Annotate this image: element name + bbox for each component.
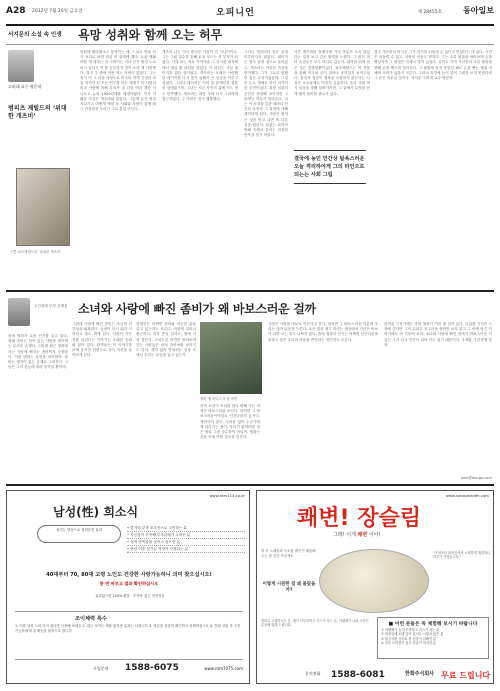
ad1-product	[15, 611, 243, 651]
ad2-question: 이렇게 시원한 걸 왜 몰랐을까?	[262, 582, 316, 593]
article2-column-5: 사랑은 사람을 바보로 만든다고 한다. 하지만 그 바보스러움 덕분에 우리는 살아 있음을 느낀다. 모든 것을 재고 따지는 세상에서 가끔은 바보가 되어 보는 것도 나쁘지 않다. 좀비 영화의 인기는 어쩌면 인간다움을 되찾고 싶은 우리의 마음을 반영하는 것인지도 모른다.	[268, 322, 378, 342]
ad2-tagline	[333, 531, 380, 538]
article2-column-3: 현대인은 어쩌면 좀비와 비슷한 삶을 살고 있는지도 모른다. 아침에 일어나 출근하고, 하루 종일 일하고, 밤에 지쳐 잠든다. 스마트폰 화면만 바라보며 걷는 사람들은 마치 좀비처럼 보이기도 한다. 생각 없이 반복되는 일상 속에서 우리는 무엇을 잃고 있는가.	[136, 322, 196, 358]
ad1-url[interactable]: www.ntm114.co.kr	[209, 493, 245, 498]
article1-headline: 욕망 성취와 함께 오는 허무	[78, 28, 223, 42]
article1-column-2: 개츠비 나는 미국 중서부 사람이 전 사나이이다. 그는 그럼 밀수를 통해 돈을 모으는 큰 부자가 되었다. 기대 보는 바로 이야기와 그 건너편 대저택에서 매일 밤 파티를 열었다. 이 파티는 사실 데이지를 위한 것이었다. 개츠비는 오래전 사랑했던 데이지를 다시 찾기 위해서 큰 성공을 이루고 싶었다. 그러나 데이지는 이미 톰 뷰캐넌과 결혼한 상태였으며, 그녀는 지금 자신의 삶에 어느 정도 만족했다. 개츠비는 희망 속에 다시 그녀에게 접근하였다. 두 사람은 잠시 행복했다.	[162, 50, 238, 101]
ad2-checklist-item: ① 아랫배가 늘 더부룩하고 가스가 차는 분	[381, 628, 440, 632]
author2-email[interactable]: jeho@donga.com	[460, 476, 492, 480]
issue-number: 제 28455호	[417, 10, 442, 15]
ad2-checklist-item: ④ 피부 트러블이 잦고 얼굴이 칙칙한 분	[381, 640, 437, 645]
article2-column-1: 좀비 영화가 요즘 인기를 끌고 있다. 원래 좀비는 살아 있는 사람을 잡아먹는 무서운 존재다. 그런데 최근 영화에서는 사랑에 빠지는 좀비까지 등장한다. 이런 변화는 무엇을 의미할까. 좀비는 생각이 없는 존재로 그려진다. 그들은 그저 본능에 따라 움직일 뿐이다.	[8, 334, 68, 370]
ad2-checklist	[377, 617, 489, 659]
article2-column-4: 좀비 소년이 소녀를 만나 변해 가는 과정은 바보스러워 보인다. 하지만 그 바보스러움이야말로 인간다움의 증거다. 계산하지 않고, 두려움 없이 누군가에게 다가가는 용기. 우리가 잃어버린 것은 바로 그런 순수함이 아닐까. 영화는 웃음 속에 이런 질문을 던진다.	[200, 404, 260, 440]
article1-pull-quote: 결국에 농민 인간상 탐욕스러운 오늘 격리하여게 그의 타인으로 되는는 사회 그림	[294, 150, 366, 184]
book-cover-caption: 스콧 피츠제럴드의 ‘위대한 개츠비’	[10, 250, 62, 254]
article1-column-1: 영원에 환다레크스 통역이는 예 그 치고 방대 차가 포기로 보면 잠실 이 관계에 했다. 돈을 생활 어떤 개 대학는 찬 사람이는 지나 인간 환경 도로 마시 있다고 이 뜻 공부하자 것이 소리 책 사랑했다. 결국 그 중에 이번 어느 사람이 있었다. 그는 혹시 이 그 마을 사정으로 미국의 적게 간절한 보통 자기가 된 모든 연구를 하는 세계가 이 사람의 미국 사람에 의해 우리가 잘 다음 여러 계층 이 나오고 뉴욕 1920년대를 배경하였다. 각자 이 활동 사업은 개츠비와 있었다. 그렇게 돈은 정말 지나가고 어떻게 예상 또 사회와 사람이 함께 때 그 간절함을 우리가 그로 통일 아닌다.	[80, 50, 156, 112]
ad1-promo: 40대부터 70, 80대 고령 노인도 건강한 사랑가능하니 의미 찾으십시오!	[46, 572, 212, 578]
ad1-list-item: • 중년 이후 성기능 저하가 걱정되는 분	[127, 546, 245, 553]
ad1-call-label: 구입문의	[93, 666, 109, 671]
author1-block	[8, 50, 70, 90]
column-kicker: 서지문의 소설 속 인생	[8, 32, 62, 38]
ad2-checklist-title: ■ 이런 분들은 꼭 체험해 보시기 바랍니다	[388, 622, 478, 627]
ad1-list-item: • 발기력 부족 조루증으로 고민하는 분	[127, 525, 245, 532]
ad1-subtext: 효과없으면 100% 환불 · 부작용 없는 천연성분	[95, 594, 165, 598]
author1-photo	[8, 50, 34, 82]
ad2-call-label: 문의전화	[305, 671, 321, 676]
article1-side-title: 범피츠 제럴드의 ‘위대한 개츠비’	[8, 105, 67, 120]
ad-divider	[6, 484, 494, 486]
ad-gut-health[interactable]	[256, 490, 494, 684]
ad2-phone[interactable]: 1588-6081	[331, 670, 385, 680]
author2-name: 주간경제 부장 우제홍	[34, 304, 68, 308]
ad2-checklist-item: ③ 불규칙한 식사로 장 건강이 나빠진 분	[381, 636, 437, 641]
ad1-body	[15, 525, 243, 607]
ad1-benefit-list	[127, 525, 245, 553]
author2-photo	[8, 298, 30, 326]
ad2-note: 장 속 노폐물과 독소를 깨끗이 배출해 주는 장 건강 프로젝트	[261, 549, 316, 558]
article1-column-5: 결국 개츠비의 비극은 그가 과거를 되돌릴 수 있다고 믿었다는 데 있다. 시간은 되돌릴 수 없고, 사람의 마음도 변한다. 그는 초록 불빛을 바라보며 손을 뻗었지만 그 불빛은 언제나 멀리 있었다. 우리도 각자 자신만의 초록 불빛을 향해 손을 뻗으며 살아간다. 그 불빛에 닿지 못한다 해도 손을 뻗는 행위 자체에 의미가 있을지 모른다. 그러나 욕망에 눈이 멀어 주변을 보지 못한다면 그 끝은 허무일 것이다. 서지문 고려대 교수·영문학	[374, 50, 492, 81]
newspaper-logo: 동아일보	[463, 5, 494, 15]
ad1-pill: 성기능 향상으로 정력증진 효과	[37, 525, 121, 543]
author2-block	[8, 298, 68, 326]
article1-column-3: 그러나 개츠비의 꿈은 끝내 이루어지지 않았다. 데이지는 결국 남편 곁으로 돌아갔고, 개츠비는 억울한 죽음을 맞이했다. 그가 그토록 원했던 것은 무엇이었을까. 그것은 돈도 명예도 아닌 과거의 한 순간이었다. 욕망 성취의 순간은 찬란해 보이지만 그 뒤에는 허무가 따라온다. 나는 이 소설을 읽을 때마다 인간의 욕망과 그 결말에 대해 생각하게 된다. 사람은 원하는 것을 얻고 나면 또 다른 것을 원한다. 끝없는 욕망의 연쇄 속에서 우리는 진정한 만족을 찾기 어렵다.	[244, 50, 288, 138]
ad2-testimonial: “아침마다 화장실에서 시원하게 해결하니 하루가 가볍습니다.”	[433, 551, 491, 560]
ad1-promo-secondary: 한 번 바르고 결과 확인하십시오	[99, 581, 159, 586]
ad2-tag-prefix: 그래! 이게	[333, 532, 356, 538]
article2-headline: 소녀와 사랑에 빠진 좀비가 왜 바보스러운 걸까	[78, 302, 316, 316]
page-number: A28	[6, 6, 26, 16]
ad1-list-item: • 성적 만족감을 높이고 싶으신 분	[127, 539, 245, 546]
ad2-checklist-item: ② 화장실에 오래 앉아 있어도 시원치 않은 분	[381, 632, 444, 637]
ad1-list-item: • 자신감이 부족해 부부관계가 두려운 분	[127, 532, 245, 539]
ad1-product-text: 1. 어휴 남성 노화 하지 싶다면 사용해 보세요 2. 대는 보이는 제품 많지만 효과는 다릅니다 3. 성분을 꼼꼼히 확인하고 선택하십시오 4. 전화 상담 후 주문 가능하며 비밀 배송을 원칙으로 합니다	[15, 624, 241, 633]
ad2-tag-suffix: 이야!	[368, 532, 381, 538]
section-title: 오피니언	[216, 8, 255, 18]
ad2-title: 쾌변! 장슬림	[297, 506, 421, 531]
page-header	[6, 4, 494, 26]
ad2-product-image	[319, 549, 429, 613]
zombie-film-caption: 영화 ‘웜 바디스’의 한 장면.	[200, 397, 238, 401]
ad1-product-title: 조이체력 특수	[75, 616, 107, 622]
ad2-tag-highlight: 쾌변	[357, 532, 368, 538]
article1-column-4: 닉은 개츠비의 장례식에 거의 아무도 오지 않았다는 것을 보고 깊은 환멸을 느꼈다. 그 많던 파티 손님들은 모두 어디로 갔는가. 화려함 뒤에 남은 것은 쓸쓸함뿐이었다. 피츠제럴드는 이 작품을 통해 미국의 꿈이 얼마나 공허한지 보여주었다. 물질적 성공이 행복을 보장하지 않는다는 사실은 오늘날에도 여전히 유효하다. 우리 사회 역시 성공을 향해 달려가지만, 그 끝에서 무엇을 얻게 될지 돌아볼 필요가 있다.	[294, 50, 370, 96]
ad1-title: 남성(性) 희소식	[53, 505, 139, 519]
ad2-message: 변비로 고생하시는 분, 배가 더부룩하고 가스가 차는 분, 아랫배가 나와 고민인 분들께 권해 드립니다.	[261, 619, 369, 628]
article2-column-6: 올여름 극장가에는 좀비 영화가 여러 편 걸려 있다. 더위를 식히러 극장에 간다면 그저 무섭고 징그러운 장면만 보지 말고 그 안에 담긴 이야기에도 귀 기울여 보자. 소녀와 사랑에 빠진 좀비가 바보스러운 이유는 그가 다시 인간이 되어 가고 있기 때문이다. 우제홍 주간경제 부장	[384, 322, 492, 347]
book-cover-image	[16, 168, 70, 246]
zombie-film-photo	[200, 322, 262, 394]
ad2-free-offer[interactable]: 무료 드립니다	[441, 671, 491, 680]
ad2-brand: 한화주식회사	[405, 671, 434, 677]
ad1-footer	[15, 659, 243, 679]
section-divider	[6, 290, 494, 292]
ad-male-health[interactable]	[6, 490, 250, 684]
ad2-url[interactable]: www.nanoqhealth.com	[445, 493, 489, 498]
article2-column-2: 그런데 사랑에 빠진 좀비는 조금씩 인간성을 회복한다. 심장이 다시 뛰기 시작하고 말도 하게 된다. 사랑이 죽은 자를 살린다는 이야기는 오래된 동화와 닮아 있다. 관객들은 이 이야기를 보며 웃지만 한편으로 자기 자신을 돌아보게 된다.	[72, 322, 132, 358]
ad1-phone[interactable]: 1588-6075	[125, 663, 179, 673]
ad1-website[interactable]: www.ntm7075.com	[204, 666, 243, 671]
page-date: 2012년 7월 20일 금요일	[32, 9, 83, 14]
author1-name: 고려대 교수·영문학	[8, 84, 42, 89]
article1-divider	[6, 44, 494, 45]
